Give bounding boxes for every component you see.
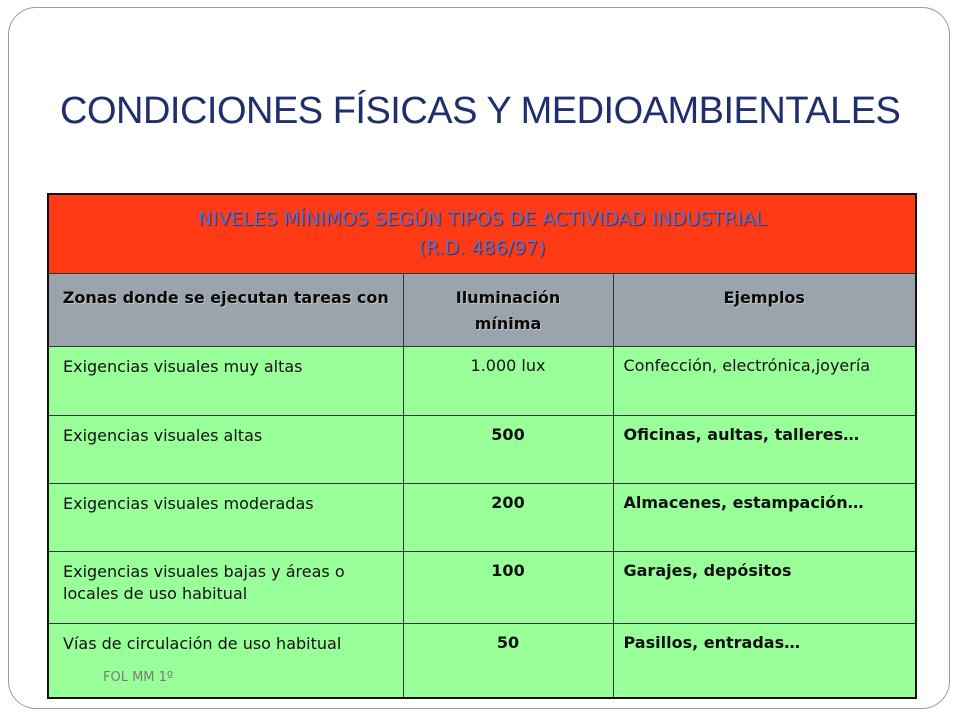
column-header-ejemplos: Ejemplos [613, 274, 916, 347]
zona-cell: Exigencias visuales muy altas [48, 347, 403, 416]
column-header-zonas: Zonas donde se ejecutan tareas con [48, 274, 403, 347]
table-row [48, 552, 916, 624]
ejemplos-cell: Confección, electrónica,joyería [613, 347, 916, 416]
ejemplos-cell: Garajes, depósitos [613, 552, 916, 624]
ejemplos-cell: Pasillos, entradas… [613, 624, 916, 699]
table-subtitle: (R.D. 486/97) [418, 237, 546, 259]
zona-cell: Exigencias visuales moderadas [48, 484, 403, 552]
illumination-table [47, 193, 917, 699]
ejemplos-cell: Oficinas, aultas, talleres… [613, 416, 916, 484]
zona-cell: Vías de circulación de uso habitual [48, 624, 403, 699]
ejemplos-cell: Almacenes, estampación… [613, 484, 916, 552]
slide-footer: FOL MM 1º [103, 670, 174, 685]
table-title-cell [48, 194, 916, 274]
table-row [48, 484, 916, 552]
zona-cell: Exigencias visuales bajas y áreas o locales de uso habitual [48, 552, 403, 624]
lux-cell: 100 [403, 552, 613, 624]
table-row [48, 416, 916, 484]
table-title: NIVELES MÍNIMOS SEGÚN TIPOS DE ACTIVIDAD INDUSTRIAL [197, 208, 767, 230]
lux-cell: 500 [403, 416, 613, 484]
table-row [48, 624, 916, 699]
column-header-iluminacion: Iluminación mínima [403, 274, 613, 347]
slide-title: CONDICIONES FÍSICAS Y MEDIOAMBIENTALES [60, 90, 901, 132]
table-row [48, 347, 916, 416]
zona-cell: Exigencias visuales altas [48, 416, 403, 484]
lux-cell: 200 [403, 484, 613, 552]
lux-cell: 50 [403, 624, 613, 699]
lux-cell: 1.000 lux [403, 347, 613, 416]
